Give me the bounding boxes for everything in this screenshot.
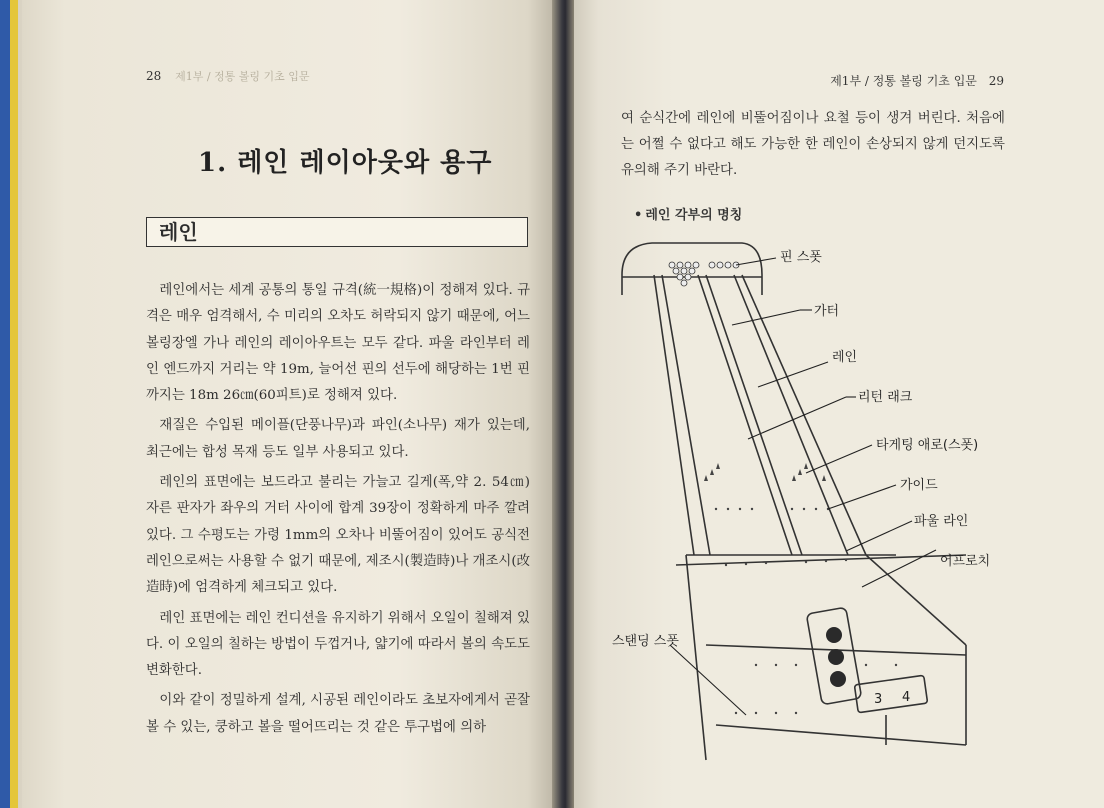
label-guide: 가이드 xyxy=(900,478,938,493)
running-header: 제1부 / 정통 볼링 기초 입문 xyxy=(830,74,977,88)
paragraph: 재질은 수입된 메이플(단풍나무)과 파인(소나무) 재가 있는데, 최근에는 합성 목재 등도 일부 사용되고 있다. xyxy=(146,418,530,460)
paragraph: 여 순식간에 레인에 비뚤어짐이나 요철 등이 생겨 버린다. 처음에는 어쩔 수 없다고 해도 가능한 한 레인이 손상되지 않게 던지도록 유의해 주기 바란다. xyxy=(621,111,1005,178)
bullet-icon: • xyxy=(634,208,643,223)
paragraph: 이와 같이 정밀하게 설계, 시공된 레인이라도 초보자에게서 곧잘 볼 수 있는, 쿵하고 볼을 떨어뜨리는 것 같은 투구법에 의하 xyxy=(146,693,530,735)
label-approach: 어프로치 xyxy=(940,554,991,569)
diagram-heading xyxy=(634,204,742,223)
approach-left-edge xyxy=(686,555,706,760)
left-page-number: 28 xyxy=(146,69,162,83)
right-page-header xyxy=(830,72,1004,89)
subsection-title: 레인 xyxy=(159,220,198,244)
lane-diagram xyxy=(566,225,1006,785)
console-number-4: 4 xyxy=(902,690,911,705)
left-header-ghost: 제1부 / 정통 볼링 기초 입문 xyxy=(175,70,310,83)
left-body-text xyxy=(146,278,530,745)
label-pin-spot: 핀 스폿 xyxy=(780,250,822,265)
right-body-text xyxy=(621,106,1005,184)
section-title: 1. 레인 레이아웃와 용구 xyxy=(198,148,493,178)
label-foul-line: 파울 라인 xyxy=(914,514,969,529)
left-gutter-inner xyxy=(662,275,710,555)
subsection-heading-box xyxy=(146,217,528,247)
diagram-title: 레인 각부의 명칭 xyxy=(645,208,743,223)
return-rack-edge xyxy=(706,275,802,555)
label-gutter: 가터 xyxy=(814,304,840,319)
score-console xyxy=(854,675,927,712)
right-page-number: 29 xyxy=(988,74,1004,88)
left-gutter-outer xyxy=(654,275,694,555)
bowling-balls xyxy=(826,627,846,687)
paragraph: 레인에서는 세계 공통의 통일 규격(統一規格)이 정해져 있다. 규격은 매우 엄격해서, 수 미리의 오차도 허락되지 않기 때문에, 어느 볼링장엘 가나 레인의 레이아우트는 모두 같다. 파울 라인부터 레인 엔드까지 거리는 약 19m, 늘어선 핀의 선두에 해당하는 1번 핀까지는 18m 26㎝(60피트)로 정해져 있다. xyxy=(146,283,530,404)
left-page-header xyxy=(146,68,310,84)
paragraph: 레인의 표면에는 보드라고 불리는 가늘고 길게(폭,약 2. 54㎝) 자른 판자가 좌우의 거터 사이에 합계 39장이 정확하게 마주 깔려 있다. 그 수평도는 가령 1mm의 오차나 비뚤어짐이 있어도 공식전 레인으로써는 사용할 수 없기 때문에, 제조시(製造時)나 개조시(改造時)에 엄격하게 체크되고 있다. xyxy=(146,475,530,596)
label-return-rack: 리턴 래크 xyxy=(858,390,913,405)
left-return-edge xyxy=(698,275,792,555)
label-lane: 레인 xyxy=(832,350,858,365)
label-standing-spot: 스탠딩 스폿 xyxy=(612,634,679,649)
console-number-3: 3 xyxy=(874,692,883,707)
label-targeting-arrow: 타게팅 애로(스폿) xyxy=(876,438,979,453)
pin-cluster xyxy=(669,262,739,286)
paragraph: 레인 표면에는 레인 컨디션을 유지하기 위해서 오일이 칠해져 있다. 이 오일의 칠하는 방법이 두껍거나, 얇기에 따라서 볼의 속도도 변화한다. xyxy=(146,610,530,679)
